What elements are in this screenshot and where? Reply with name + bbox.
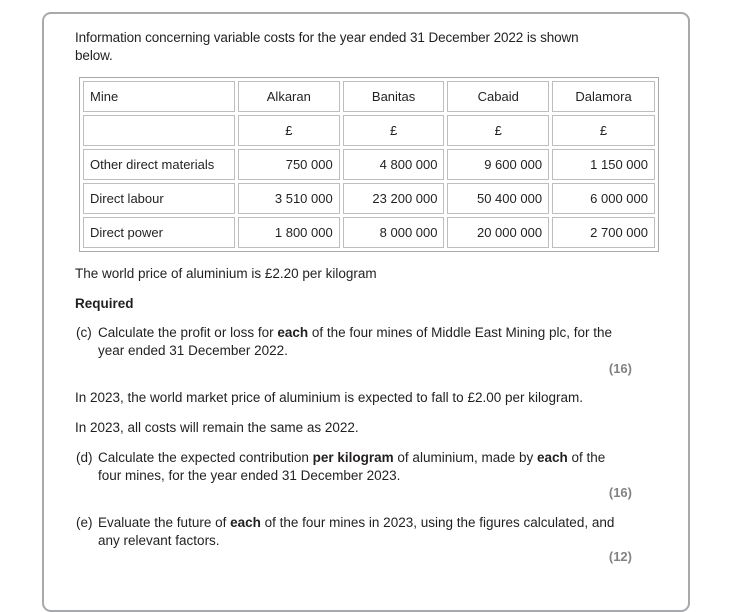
table-row bbox=[83, 217, 655, 248]
cell-value: 8 000 000 bbox=[343, 217, 445, 248]
table-header-row bbox=[83, 81, 655, 112]
question-d: (d) Calculate the expected contribution per kilogram of aluminium, made by each of the four mines, for the year ended 31 December 2023. bbox=[76, 450, 606, 483]
header-dalamora: Dalamora bbox=[552, 81, 655, 112]
row-label: Other direct materials bbox=[83, 149, 235, 180]
intro-text: Information concerning variable costs for the year ended 31 December 2022 is shown below. bbox=[75, 30, 579, 63]
cell-value: 1 150 000 bbox=[552, 149, 655, 180]
cell-value: 50 400 000 bbox=[447, 183, 549, 214]
currency-cell: £ bbox=[343, 115, 445, 146]
row-label: Direct power bbox=[83, 217, 235, 248]
currency-cell: £ bbox=[552, 115, 655, 146]
marks-c: (16) bbox=[608, 361, 632, 376]
question-e: (e) Evaluate the future of each of the four mines in 2023, using the figures calculated, and any relevant factors. bbox=[76, 515, 615, 548]
currency-row bbox=[83, 115, 655, 146]
currency-cell: £ bbox=[447, 115, 549, 146]
currency-cell: £ bbox=[238, 115, 340, 146]
table-row bbox=[83, 149, 655, 180]
cell-value: 1 800 000 bbox=[238, 217, 340, 248]
header-cabaid: Cabaid bbox=[447, 81, 549, 112]
cell-value: 3 510 000 bbox=[238, 183, 340, 214]
cell-value: 4 800 000 bbox=[343, 149, 445, 180]
header-alkaran: Alkaran bbox=[238, 81, 340, 112]
currency-label-cell bbox=[83, 115, 235, 146]
question-number: (c) bbox=[76, 325, 92, 340]
price-2023-text: In 2023, the world market price of aluminium is expected to fall to £2.00 per kilogram. bbox=[75, 390, 584, 405]
cell-value: 6 000 000 bbox=[552, 183, 655, 214]
required-heading: Required bbox=[75, 296, 134, 311]
table-row bbox=[83, 183, 655, 214]
marks-d: (16) bbox=[608, 485, 632, 500]
cell-value: 9 600 000 bbox=[447, 149, 549, 180]
header-mine: Mine bbox=[83, 81, 235, 112]
question-number: (e) bbox=[76, 515, 93, 530]
row-label: Direct labour bbox=[83, 183, 235, 214]
cell-value: 2 700 000 bbox=[552, 217, 655, 248]
variable-costs-table bbox=[79, 77, 659, 252]
question-number: (d) bbox=[76, 450, 93, 465]
marks-e: (12) bbox=[608, 549, 632, 564]
costs-2023-text: In 2023, all costs will remain the same as 2022. bbox=[75, 420, 359, 435]
cell-value: 20 000 000 bbox=[447, 217, 549, 248]
cell-value: 750 000 bbox=[238, 149, 340, 180]
world-price-text: The world price of aluminium is £2.20 per kilogram bbox=[75, 266, 377, 281]
question-c: (c) Calculate the profit or loss for each of the four mines of Middle East Mining plc, for the year ended 31 December 2022. bbox=[76, 325, 613, 358]
header-banitas: Banitas bbox=[343, 81, 445, 112]
cell-value: 23 200 000 bbox=[343, 183, 445, 214]
